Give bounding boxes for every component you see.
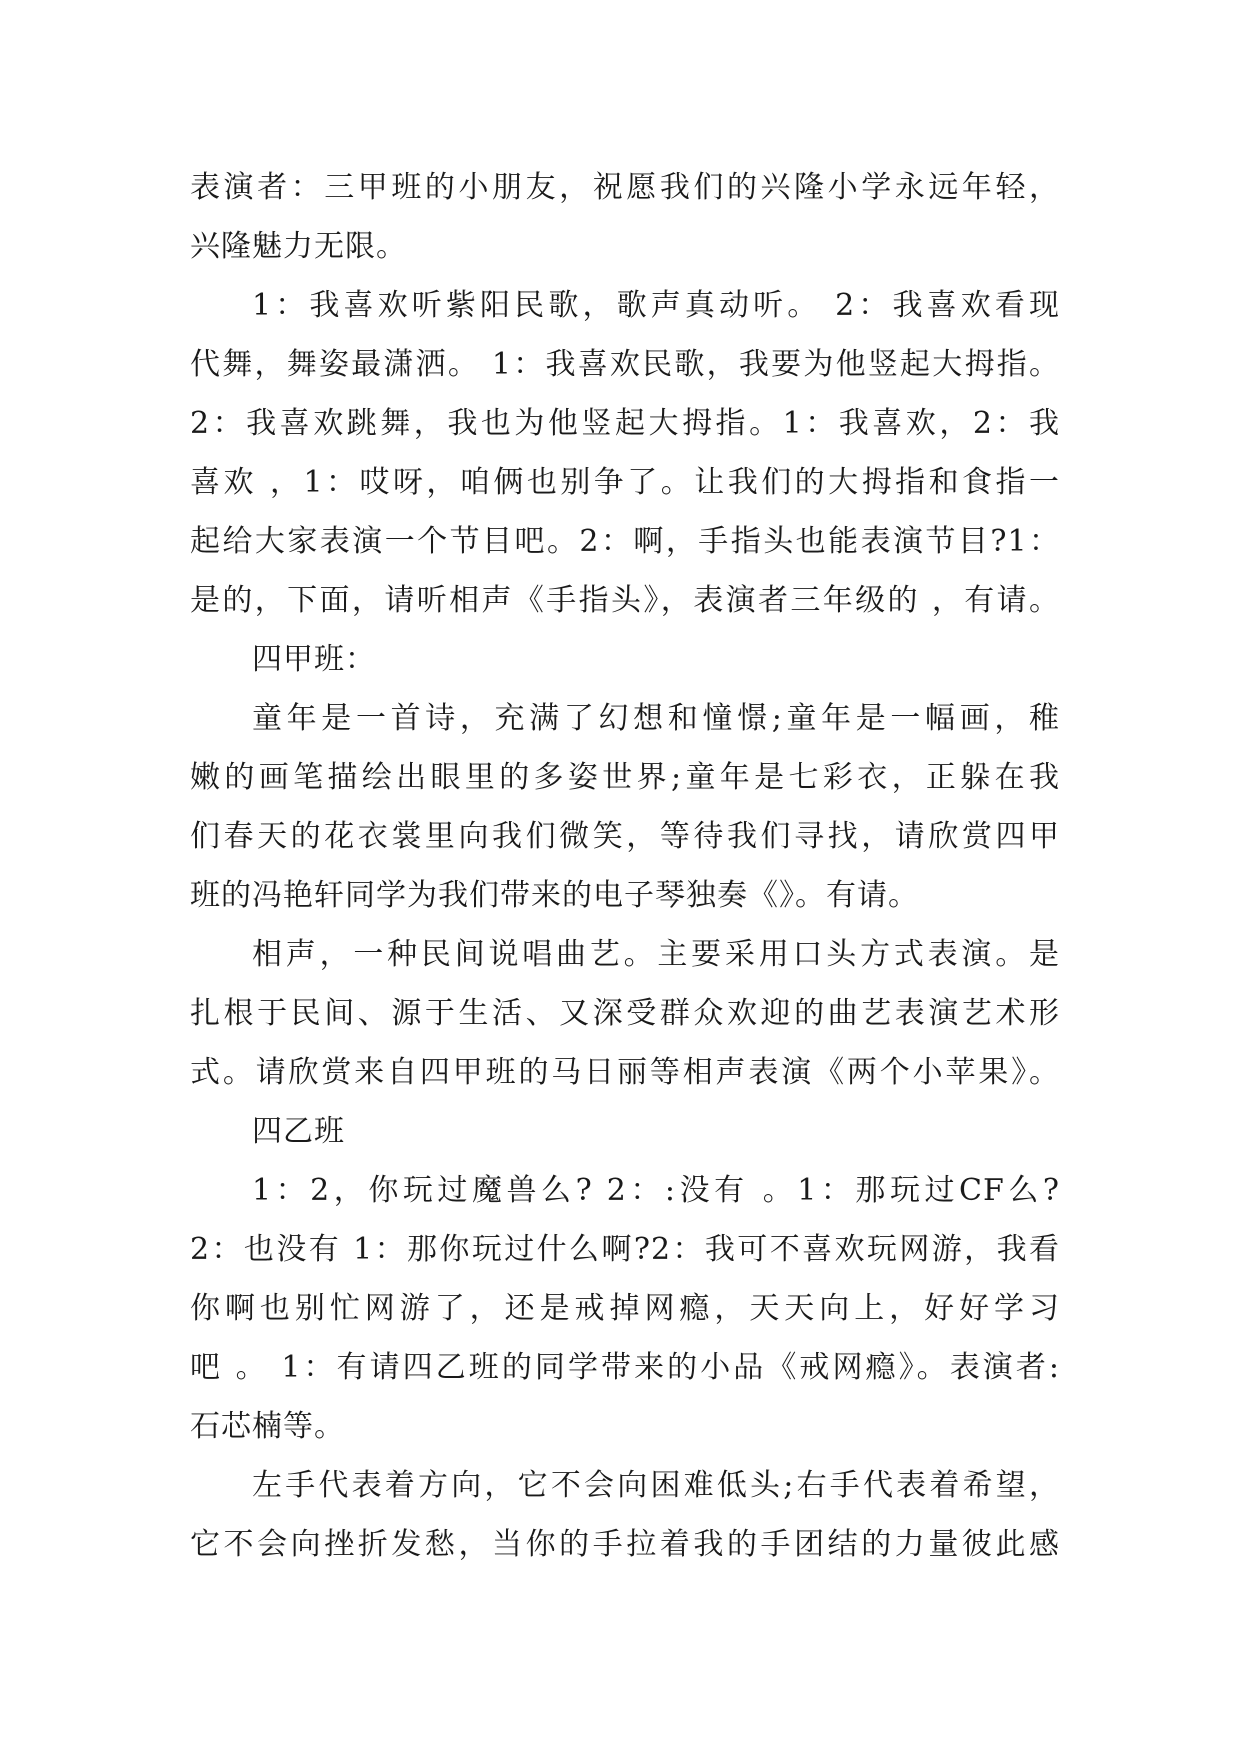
text-line: 它不会向挫折发愁，当你的手拉着我的手团结的力量彼此感 <box>190 1527 1060 1562</box>
paragraph-hands <box>190 1456 1060 1574</box>
text-line: 班的冯艳轩同学为我们带来的电子琴独奏《》。有请。 <box>190 878 919 913</box>
text-line: 石芯楠等。 <box>190 1409 345 1444</box>
section-heading-class-4b <box>190 1102 1060 1161</box>
text-line: 兴隆魅力无限。 <box>190 229 407 264</box>
text-line: 2：也没有 1：那你玩过什么啊?2：我可不喜欢玩网游，我看 <box>190 1232 1060 1267</box>
section-heading-class-4a <box>190 630 1060 689</box>
text-line: 吧 。 1：有请四乙班的同学带来的小品《戒网瘾》。表演者: <box>190 1350 1060 1385</box>
text-line: 喜欢 ，1：哎呀，咱俩也别争了。让我们的大拇指和食指一 <box>190 465 1060 500</box>
text-line: 起给大家表演一个节目吧。2：啊，手指头也能表演节目?1： <box>190 524 1060 559</box>
paragraph-dialogue-games <box>190 1161 1060 1456</box>
paragraph-crosstalk <box>190 925 1060 1102</box>
text-line: 1：我喜欢听紫阳民歌，歌声真动听。 2：我喜欢看现 <box>252 288 1060 323</box>
text-line: 1：2，你玩过魔兽么? 2：:没有 。1：那玩过CF么? <box>252 1173 1060 1208</box>
document-body <box>190 158 1060 1574</box>
text-line: 童年是一首诗，充满了幻想和憧憬;童年是一幅画，稚 <box>252 701 1060 736</box>
text-line: 式。请欣赏来自四甲班的马日丽等相声表演《两个小苹果》。 <box>190 1055 1060 1090</box>
text-line: 你啊也别忙网游了，还是戒掉网瘾，天天向上，好好学习 <box>190 1291 1060 1326</box>
text-line: 扎根于民间、源于生活、又深受群众欢迎的曲艺表演艺术形 <box>190 996 1060 1031</box>
text-line: 相声，一种民间说唱曲艺。主要采用口头方式表演。是 <box>252 937 1060 972</box>
text-line: 2：我喜欢跳舞，我也为他竖起大拇指。1：我喜欢，2：我 <box>190 406 1060 441</box>
text-line: 四乙班 <box>252 1114 345 1149</box>
paragraph-childhood <box>190 689 1060 925</box>
text-line: 四甲班： <box>252 642 376 677</box>
paragraph-performer-credit <box>190 158 1060 276</box>
text-line: 是的，下面，请听相声《手指头》，表演者三年级的 ，有请。 <box>190 583 1060 618</box>
text-line: 左手代表着方向，它不会向困难低头;右手代表着希望， <box>252 1468 1060 1503</box>
text-line: 们春天的花衣裳里向我们微笑，等待我们寻找，请欣赏四甲 <box>190 819 1060 854</box>
text-line: 代舞，舞姿最潇洒。 1：我喜欢民歌，我要为他竖起大拇指。 <box>190 347 1060 382</box>
paragraph-dialogue-fingers <box>190 276 1060 630</box>
text-line: 表演者：三甲班的小朋友，祝愿我们的兴隆小学永远年轻， <box>190 170 1060 205</box>
text-line: 嫩的画笔描绘出眼里的多姿世界;童年是七彩衣，正躲在我 <box>190 760 1060 795</box>
